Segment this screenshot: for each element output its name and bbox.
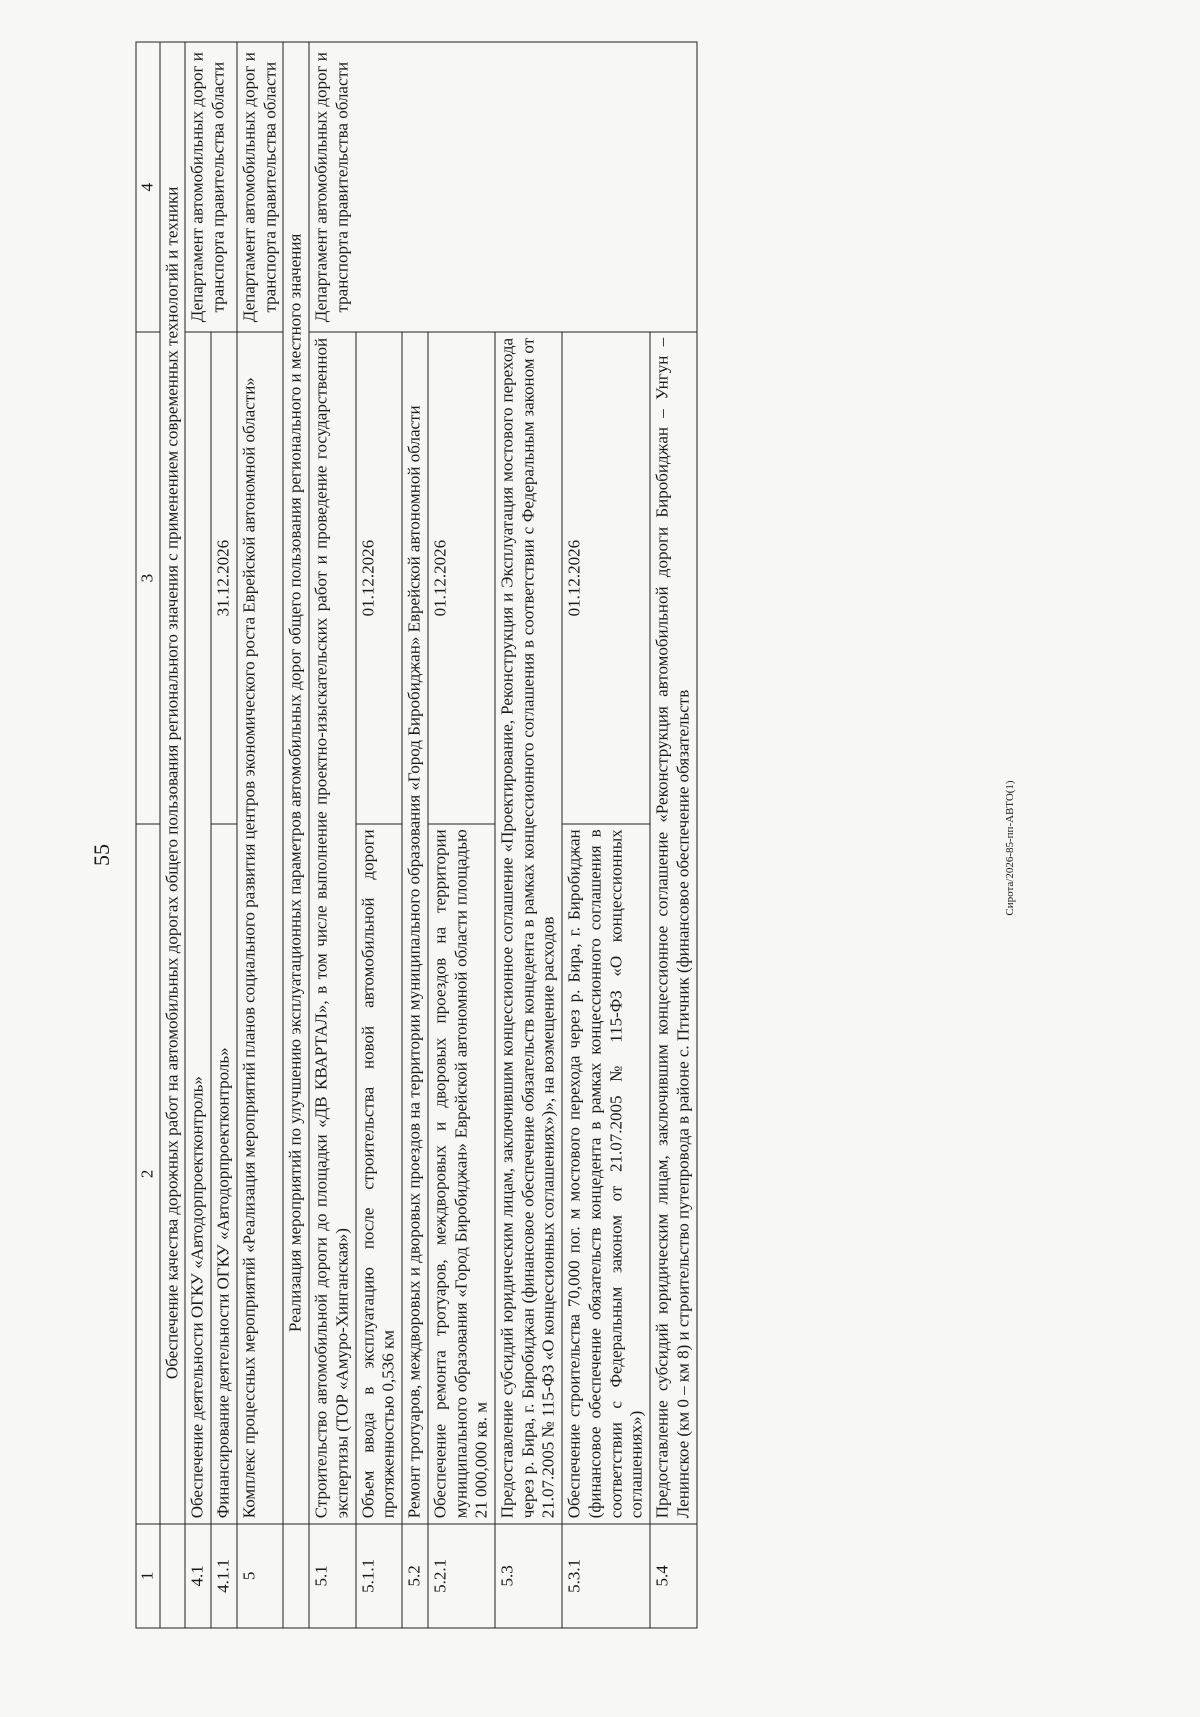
row-description: Обеспечение ремонта тротуаров, междворовых и дворовых проездов на территории муниципального образования «Город Биробиджан» Еврейской автономной области площадью 21 000,000 кв. м: [428, 824, 495, 1524]
rotated-table-container: [136, 42, 1066, 1629]
row-number: 5.4: [650, 1524, 696, 1628]
section-heading: Реализация мероприятий по улучшению эксплуатационных параметров автомобильных дорог общего пользования регионального и местного значения: [283, 42, 309, 1524]
row-department: Департамент автомобильных дорог и транспорта правительства области: [237, 42, 283, 332]
header-col-4: 4: [136, 42, 160, 332]
empty-cell: [283, 1524, 309, 1628]
row-number: 5.2.1: [428, 1524, 495, 1628]
row-date: 01.12.2026: [562, 332, 650, 823]
row-department: Департамент автомобильных дорог и транспорта правительства области: [309, 42, 696, 332]
table-row: [237, 42, 283, 1628]
row-description: Объем ввода в эксплуатацию после строительства новой автомобильной дороги протяженностью 0,536 км: [356, 824, 402, 1524]
row-description: Комплекс процессных мероприятий «Реализация мероприятий планов социального развития центров экономического роста Еврейской автономной области»: [237, 332, 283, 1523]
table-header-row: [136, 42, 160, 1628]
row-date: 01.12.2026: [428, 332, 495, 823]
row-description: Обеспечение деятельности ОГКУ «Автодорпроектконтроль»: [185, 332, 211, 1523]
table-row: [309, 42, 355, 1628]
row-number: 5: [237, 1524, 283, 1628]
row-number: 5.3.1: [562, 1524, 650, 1628]
page-number: 55: [89, 844, 114, 866]
row-date: 01.12.2026: [356, 332, 402, 823]
row-number: 5.1: [309, 1524, 355, 1628]
row-department: Департамент автомобильных дорог и транспорта правительства области: [185, 42, 236, 332]
footer-code: Сирота/2026-85-пп-АВТО(1): [1004, 780, 1016, 916]
table-row: [185, 42, 211, 1628]
row-number: 5.2: [402, 1524, 428, 1628]
row-description: Ремонт тротуаров, междворовых и дворовых проездов на территории муниципального образования «Город Биробиджан» Еврейской автономной области: [402, 332, 428, 1523]
table-row: [283, 42, 309, 1628]
row-description: Финансирование деятельности ОГКУ «Автодорпроектконтроль»: [211, 824, 237, 1524]
row-description: Предоставление субсидий юридическим лицам, заключившим концессионное соглашение «Реконструкция автомобильной дороги Биробиджан – Унгун – Ленинское (км 0 – км 8) и строительство путепровода в районе с. Птичник (финансовое обеспечение обязательств: [650, 332, 696, 1523]
row-number: 5.3: [495, 1524, 562, 1628]
plan-table: [136, 42, 698, 1629]
row-date: 31.12.2026: [211, 332, 237, 823]
header-col-1: 1: [136, 1524, 160, 1628]
row-number: 5.1.1: [356, 1524, 402, 1628]
row-description: Строительство автомобильной дороги до площадки «ДВ КВАРТАЛ», в том числе выполнение проектно-изыскательских работ и проведение государственной экспертизы (ТОР «Амуро-Хинганская»): [309, 332, 355, 1523]
row-number: 4.1.1: [211, 1524, 237, 1628]
row-number: 4.1: [185, 1524, 211, 1628]
table-row: [160, 42, 186, 1628]
row-description: Обеспечение строительства 70,000 пог. м мостового перехода через р. Бира, г. Биробиджан (финансовое обеспечение обязательств концедента в рамках концессионного соглашения в соответствии с Федеральным законом от 21.07.2005 № 115-ФЗ «О концессионных соглашениях»): [562, 824, 650, 1524]
row-description: Предоставление субсидий юридическим лицам, заключившим концессионное соглашение «Проектирование, Реконструкция и Эксплуатация мостового перехода через р. Бира, г. Биробиджан (финансовое обеспечение обязательств концедента в рамках концессионного соглашения в соответствии с Федеральным законом от 21.07.2005 № 115-ФЗ «О концессионных соглашениях»)», на возмещение расходов: [495, 332, 562, 1523]
section-heading: Обеспечение качества дорожных работ на автомобильных дорогах общего пользования регионального значения с применением современных технологий и техники: [160, 42, 186, 1524]
header-col-2: 2: [136, 824, 160, 1524]
header-col-3: 3: [136, 332, 160, 823]
empty-cell: [160, 1524, 186, 1628]
